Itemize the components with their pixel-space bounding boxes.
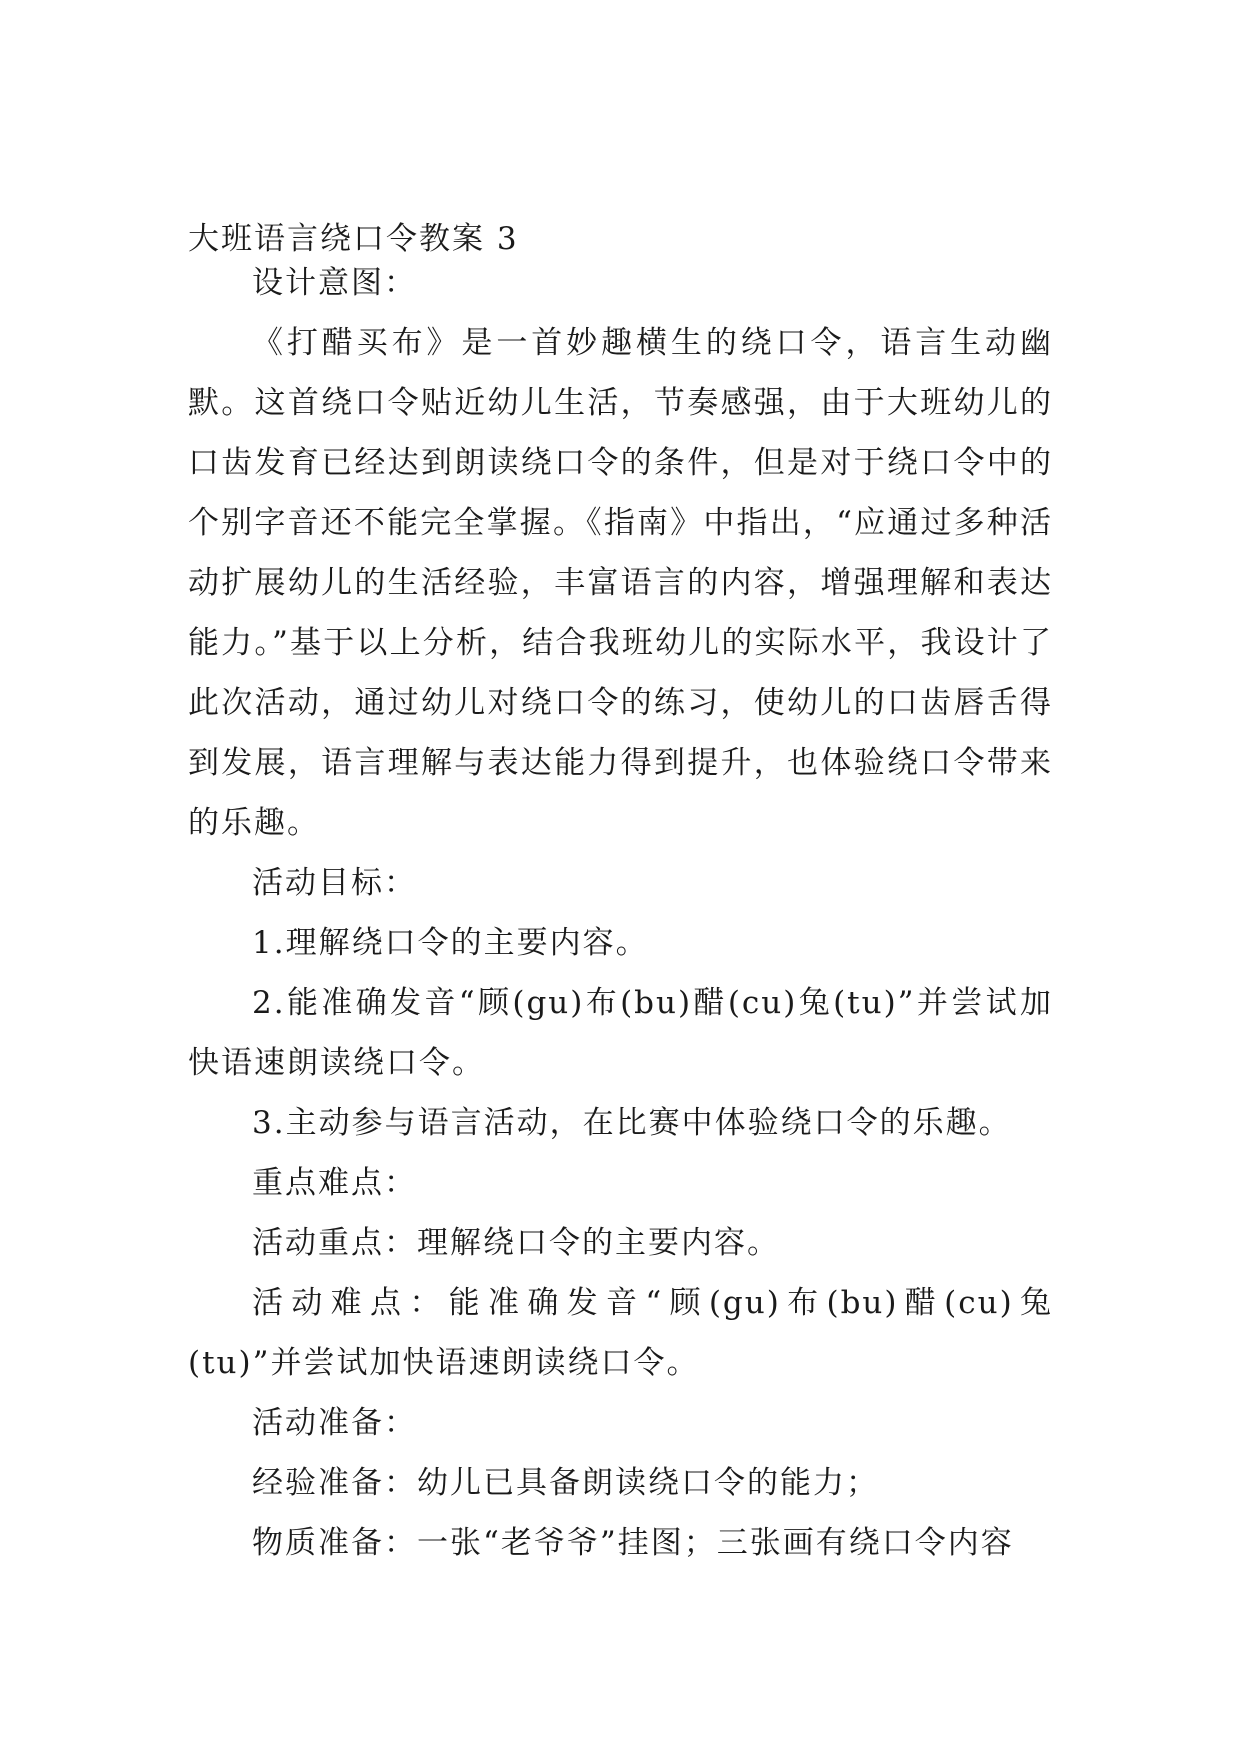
section-heading-key-points: 重点难点： (252, 1165, 417, 1201)
key-point-focus: 活动重点：理解绕口令的主要内容。 (252, 1225, 780, 1261)
document-title: 大班语言绕口令教案 3 (188, 221, 519, 257)
objective-item-3: 3.主动参与语言活动，在比赛中体验绕口令的乐趣。 (252, 1105, 1012, 1141)
objective-item-2: 2.能准确发音“顾(gu)布(bu)醋(cu)兔(tu)”并尝试加快语速朗读绕口令。 (188, 985, 1053, 1081)
key-point-difficulty: 活动难点：能准确发音“顾(gu)布(bu)醋(cu)兔(tu)”并尝试加快语速朗读绕口令。 (188, 1285, 1053, 1381)
section-heading-objectives: 活动目标： (252, 865, 417, 901)
document-body (188, 253, 1053, 1573)
preparation-materials: 物质准备：一张“老爷爷”挂图；三张画有绕口令内容 (252, 1525, 1014, 1561)
objective-item-1: 1.理解绕口令的主要内容。 (252, 925, 649, 961)
section-heading-design-intent: 设计意图： (252, 265, 417, 301)
section-heading-preparation: 活动准备： (252, 1405, 417, 1441)
preparation-experience: 经验准备：幼儿已具备朗读绕口令的能力； (252, 1465, 879, 1501)
paragraph-design-intent: 《打醋买布》是一首妙趣横生的绕口令，语言生动幽默。这首绕口令贴近幼儿生活，节奏感强，由于大班幼儿的口齿发育已经达到朗读绕口令的条件，但是对于绕口令中的个别字音还不能完全掌握。《指南》中指出，“应通过多种活动扩展幼儿的生活经验，丰富语言的内容，增强理解和表达能力。”基于以上分析，结合我班幼儿的实际水平，我设计了此次活动，通过幼儿对绕口令的练习，使幼儿的口齿唇舌得到发展，语言理解与表达能力得到提升，也体验绕口令带来的乐趣。 (188, 325, 1053, 841)
